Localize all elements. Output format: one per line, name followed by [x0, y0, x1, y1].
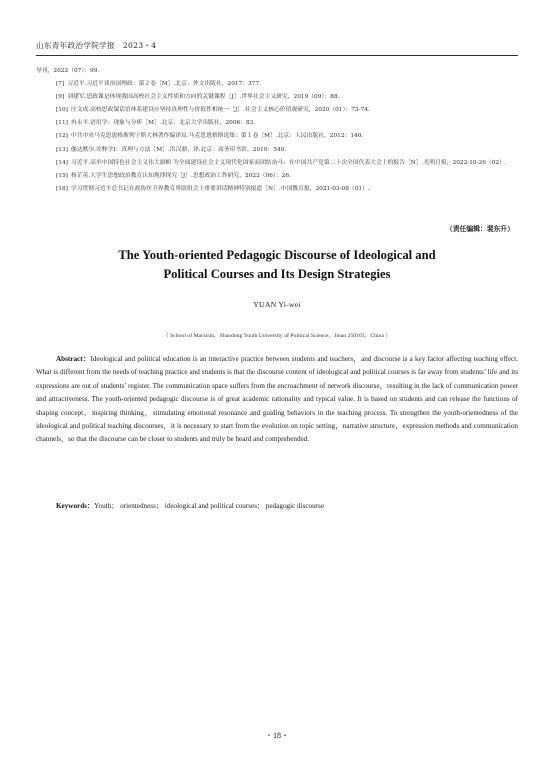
- reference-number: [14]: [56, 159, 68, 166]
- keywords: [36, 500, 518, 513]
- reference-number: [11]: [56, 120, 68, 127]
- reference-item: [36, 146, 518, 155]
- reference-text: 刘建军.思政课是体现我国高校社会主义性质和方向的关键课程［J］.世界社会主义研究，2019（09）：88.: [67, 94, 340, 101]
- reference-number: [12]: [56, 133, 68, 140]
- reference-text: 庄文成.高校思政课话语体系建设应坚持真理性与价值性相统一［J］.社会主义核心价值观研究，2020（01）：73-74.: [70, 107, 370, 114]
- reference-item: [36, 132, 518, 141]
- reference-number: [10]: [56, 107, 68, 114]
- reference-number: [15]: [56, 172, 68, 179]
- keywords-text: Youth； orientedness； ideological and political courses； pedagogic discourse: [94, 502, 325, 510]
- reference-number: [7]: [56, 81, 65, 88]
- reference-item: [36, 80, 518, 89]
- keywords-label: Keywords：: [56, 502, 95, 510]
- abstract-label: Abstract：: [56, 355, 91, 363]
- reference-text: 冉永平.语用学：现象与分析［M］.北京：北京大学出版社，2006：83.: [70, 120, 256, 127]
- reference-text: 导刊，2022（07）：99.: [36, 68, 100, 74]
- reference-item: [36, 185, 518, 194]
- running-header: 山东青年政治学院学报 2023・4: [36, 41, 157, 50]
- abstract: [36, 353, 518, 447]
- title-line-1: The Youth-oriented Pedagogic Discourse of Ideological and: [118, 248, 436, 262]
- reference-text: 杨芷英.大学生思想政治教育认知规律探究［J］.思想政治工作研究，2022（06）：26.: [70, 172, 291, 179]
- reference-item: [36, 159, 518, 168]
- reference-number: [13]: [56, 146, 68, 153]
- editor-note: （责任编辑：裴东升）: [446, 225, 514, 233]
- reference-text: 习近平.高举中国特色社会主义伟大旗帜 为全面建设社会主义现代化国家而团结奋斗：在中国共产党第二十次全国代表大会上的报告［N］.光明日报，2022-10-26（02）.: [70, 159, 507, 166]
- author-affiliation: （ School of Marxism，Shandong Youth University of Political Science，Jinan 250103，China ）: [163, 333, 391, 339]
- author-name: YUAN Yi-wei: [253, 300, 301, 309]
- header-rule: [36, 55, 518, 56]
- reference-text: 学习贯彻习近平总书记在政协医卫界教育界联组会上重要讲话精神特别报道［N］.中国教育报，2021-03-08（01）.: [70, 185, 370, 192]
- reference-list: [36, 67, 518, 198]
- reference-number: [9]: [56, 94, 65, 101]
- reference-text: 伽达默尔.诠释学Ⅰ：真理与方法［M］.洪汉鼎，译.北京：商务印书馆，2010：540.: [70, 146, 287, 153]
- reference-item: [36, 93, 518, 102]
- page-number: ・18・: [265, 731, 289, 740]
- reference-text: 习近平.习近平谈治国理政：第２卷［M］.北京：外文出版社，2017：377.: [67, 81, 262, 88]
- paper-title: [36, 246, 518, 284]
- reference-item: [36, 172, 518, 181]
- reference-number: [18]: [56, 185, 68, 192]
- reference-item: [36, 106, 518, 115]
- abstract-text: Ideological and political education is an interactive practice between students and teachers，and discourse is a key factor affecting teaching effect. What is different from the needs of teaching practice and students is that the discourse content of ideological and political courses is far away from students’ life and its expressions are out of students’ register. The communication space suffers from the encroachment of network discourse，resulting in the lack of communication power and attractiveness. The youth-oriented pedagogic discourse is of great academic rationality and typical value. It is based on students and can release the functions of shaping concept，inspiring thinking，stimulating emotional resonance and guiding behaviors in the teaching process. To strengthen the youth-orientedness of the ideological and political teaching discourses，it is necessary to start from the evolution on topic setting，narrative structure，expression methods and communication channels，so that the discourse can be closer to students and truly be heard and comprehended.: [36, 355, 518, 444]
- title-line-2: Political Courses and Its Design Strategies: [163, 267, 391, 281]
- reference-item: [36, 67, 518, 76]
- reference-text: 中共中央马克思恩格斯列宁斯大林著作编译局.马克思恩格斯选集：第１卷［M］.北京：人民出版社，2012：140.: [70, 133, 364, 140]
- reference-item: [36, 119, 518, 128]
